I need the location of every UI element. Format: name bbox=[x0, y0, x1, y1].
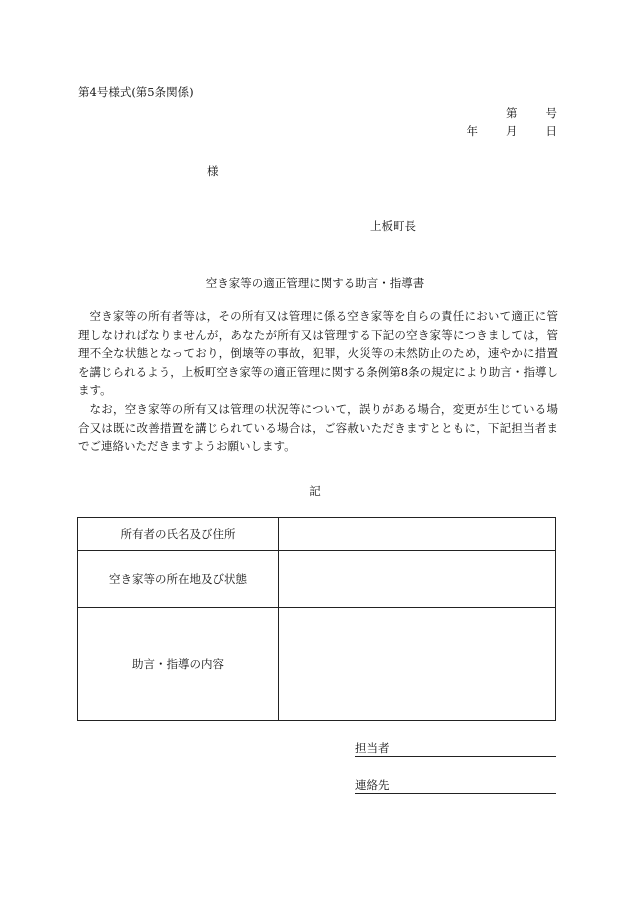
body-paragraph-2: なお，空き家等の所有又は管理の状況等について，誤りがある場合，変更が生じている場合又は既に改善措置を講じられている場合は，ご容赦いただきますとともに，下記担当者までご連絡いただきますようお願いします。 bbox=[78, 401, 558, 454]
owner-name-address-value bbox=[279, 518, 556, 551]
table-row bbox=[78, 518, 556, 551]
guidance-content-value bbox=[279, 608, 556, 721]
owner-name-address-label: 所有者の氏名及び住所 bbox=[78, 518, 279, 551]
table-row bbox=[78, 551, 556, 608]
staff-line bbox=[355, 742, 556, 757]
doc-no-suffix: 号 bbox=[545, 106, 557, 120]
body-text bbox=[78, 307, 558, 456]
addressee-honorific: 様 bbox=[207, 164, 219, 178]
doc-no-prefix: 第 bbox=[506, 106, 518, 120]
date-month: 月 bbox=[506, 124, 518, 138]
guidance-content-label: 助言・指導の内容 bbox=[78, 608, 279, 721]
document-date bbox=[0, 123, 557, 139]
contact-line bbox=[355, 779, 556, 794]
property-location-label: 空き家等の所在地及び状態 bbox=[78, 551, 279, 608]
sender-name: 上板町長 bbox=[370, 219, 416, 233]
contact-label: 連絡先 bbox=[355, 778, 390, 792]
ki-marker: 記 bbox=[309, 484, 321, 498]
property-location-value bbox=[279, 551, 556, 608]
date-day: 日 bbox=[545, 124, 557, 138]
body-paragraph-1: 空き家等の所有者等は，その所有又は管理に係る空き家等を自らの責任において適正に管理しなければなりませんが，あなたが所有又は管理する下記の空き家等につきましては，管理不全な状態となっており，倒壊等の事故，犯罪，火災等の未然防止のため，速やかに措置を講じられるよう，上板町空き家等の適正管理に関する条例第8条の規定により助言・指導します。 bbox=[78, 309, 558, 398]
document-title: 空き家等の適正管理に関する助言・指導書 bbox=[205, 276, 425, 290]
document-number bbox=[0, 105, 557, 121]
staff-label: 担当者 bbox=[355, 741, 390, 755]
info-table bbox=[77, 517, 556, 721]
table-row bbox=[78, 608, 556, 721]
form-number: 第4号様式(第5条関係) bbox=[78, 85, 194, 99]
date-year: 年 bbox=[466, 124, 478, 138]
